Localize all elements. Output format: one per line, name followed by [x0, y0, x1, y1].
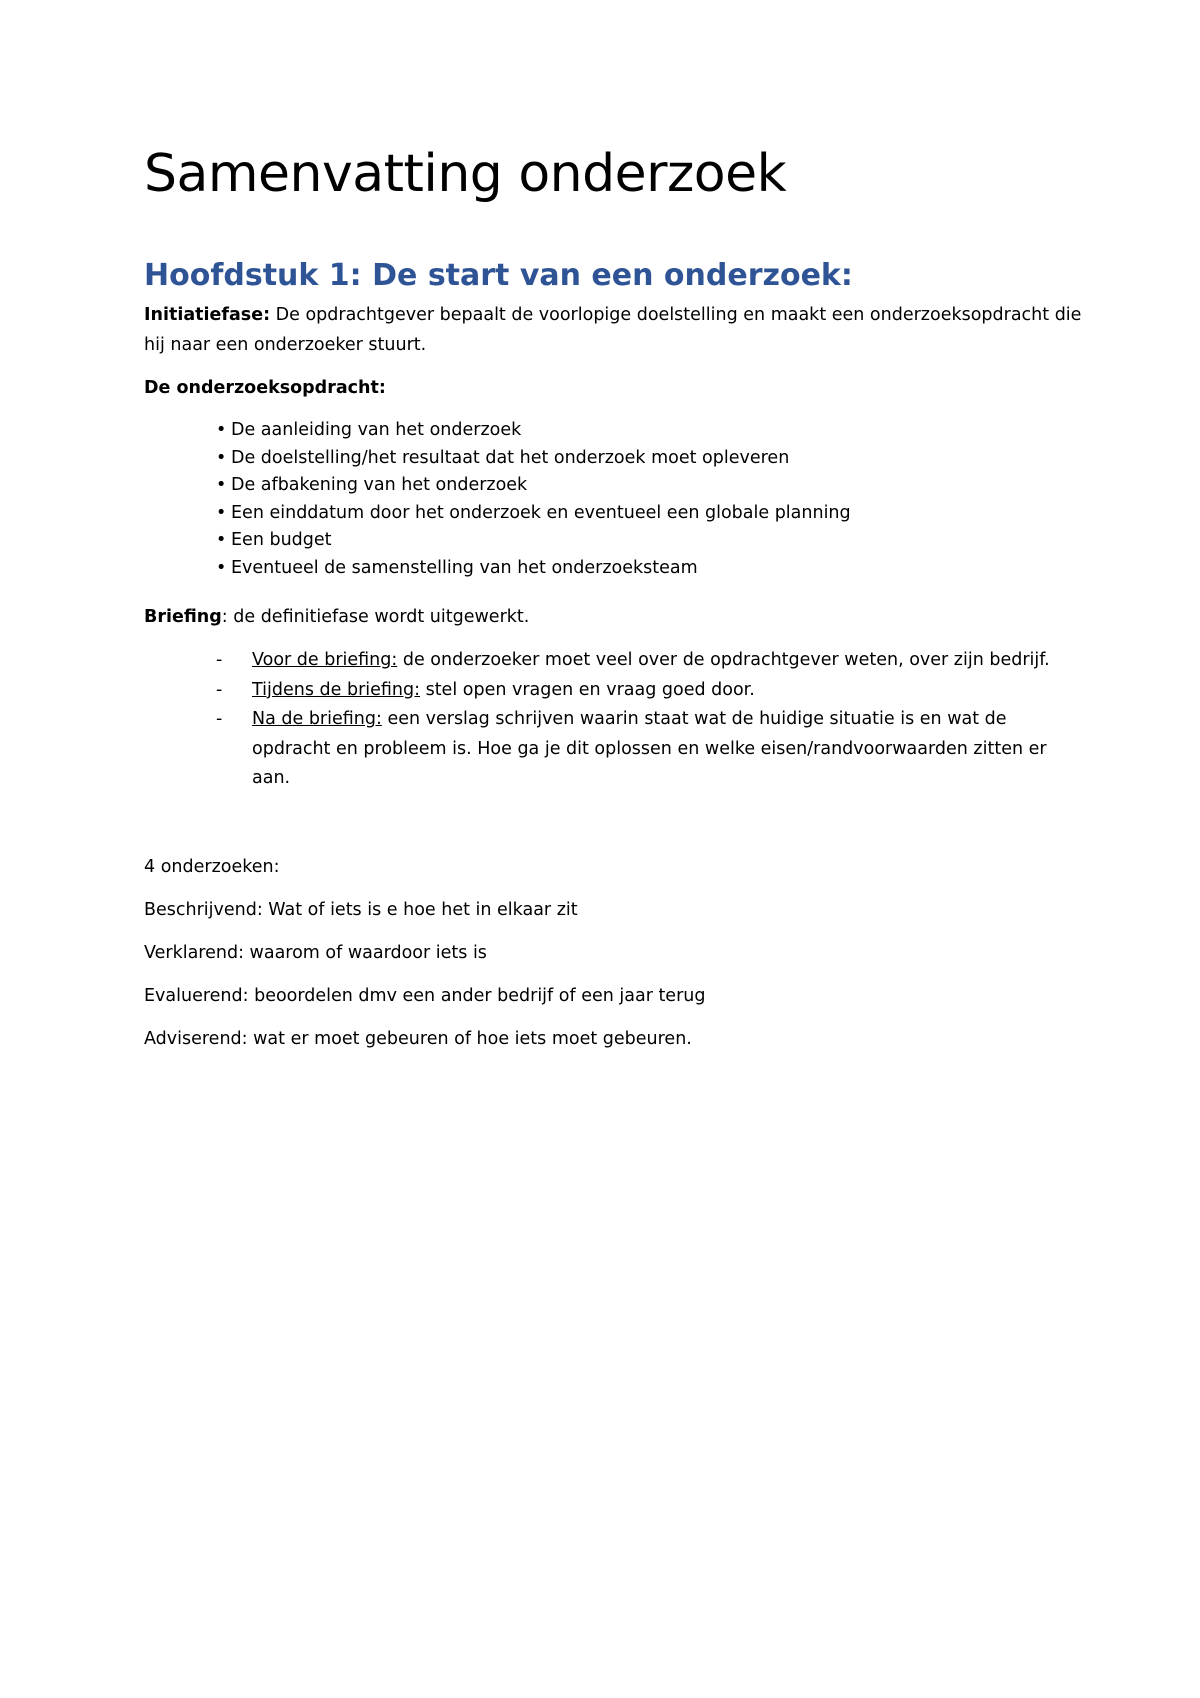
bullet-icon: • — [216, 475, 227, 495]
list-item-text: Een budget — [231, 530, 332, 550]
dash-icon: - — [216, 679, 223, 700]
briefing-item-label: Na de briefing: — [252, 709, 382, 729]
list-item-text: Een einddatum door het onderzoek en eventueel een globale planning — [231, 502, 851, 523]
onderzoek-type: Verklarend: waarom of waardoor iets is — [144, 942, 487, 963]
bullet-icon: • — [216, 420, 227, 440]
briefing-item-label: Tijdens de briefing: — [252, 679, 421, 700]
bullet-icon: • — [216, 447, 227, 468]
briefing-item-label: Voor de briefing: — [252, 650, 398, 670]
list-item-text: De doelstelling/het resultaat dat het onderzoek moet opleveren — [231, 447, 790, 468]
list-item — [216, 555, 1084, 583]
list-item-text: De aanleiding van het onderzoek — [231, 420, 522, 440]
briefing-list — [144, 646, 1084, 794]
briefing-item-text: stel open vragen en vraag goed door. — [420, 679, 755, 700]
document-title: Samenvatting onderzoek — [144, 144, 787, 204]
spacer — [144, 794, 1084, 852]
initiatiefase-paragraph — [144, 300, 1084, 360]
bullet-icon: • — [216, 502, 227, 523]
document-body — [144, 138, 1084, 1054]
onderzoek-type: Evaluerend: beoordelen dmv een ander bedrijf of een jaar terug — [144, 985, 706, 1006]
list-item — [216, 705, 1084, 794]
onderzoek-type: Adviserend: wat er moet gebeuren of hoe iets moet gebeuren. — [144, 1028, 692, 1049]
list-item-text: Eventueel de samenstelling van het onderzoeksteam — [231, 557, 698, 578]
onderzoek-type: Beschrijvend: Wat of iets is e hoe het in elkaar zit — [144, 899, 578, 920]
onderzoeken-intro: 4 onderzoeken: — [144, 856, 280, 877]
initiatiefase-text: De opdrachtgever bepaalt de voorlopige doelstelling en maakt een onderzoeksopdracht die hij naar een onderzoeker stuurt. — [144, 305, 1082, 355]
briefing-item-text: een verslag schrijven waarin staat wat de huidige situatie is en wat de opdracht en probleem is. Hoe ga je dit oplossen en welke eisen/randvoorwaarden zitten er aan. — [252, 709, 1047, 788]
bullet-icon: • — [216, 557, 227, 578]
list-item — [216, 472, 1084, 500]
onderzoeksopdracht-list — [144, 417, 1084, 582]
list-item — [216, 500, 1084, 528]
initiatiefase-label: Initiatiefase: — [144, 305, 271, 325]
bullet-icon: • — [216, 530, 227, 550]
dash-icon: - — [216, 709, 223, 729]
dash-icon: - — [216, 650, 223, 670]
onderzoeksopdracht-label: De onderzoeksopdracht: — [144, 378, 386, 398]
chapter-heading: Hoofdstuk 1: De start van een onderzoek: — [144, 258, 853, 293]
list-item — [216, 676, 1084, 706]
list-item — [216, 417, 1084, 445]
briefing-text: : de definitiefase wordt uitgewerkt. — [221, 607, 530, 627]
list-item — [216, 646, 1084, 676]
list-item-text: De afbakening van het onderzoek — [231, 475, 528, 495]
briefing-item-text: de onderzoeker moet veel over de opdrachtgever weten, over zijn bedrijf. — [397, 650, 1050, 670]
briefing-label: Briefing — [144, 607, 222, 627]
briefing-paragraph — [144, 602, 1084, 632]
list-item — [216, 527, 1084, 555]
list-item — [216, 445, 1084, 473]
